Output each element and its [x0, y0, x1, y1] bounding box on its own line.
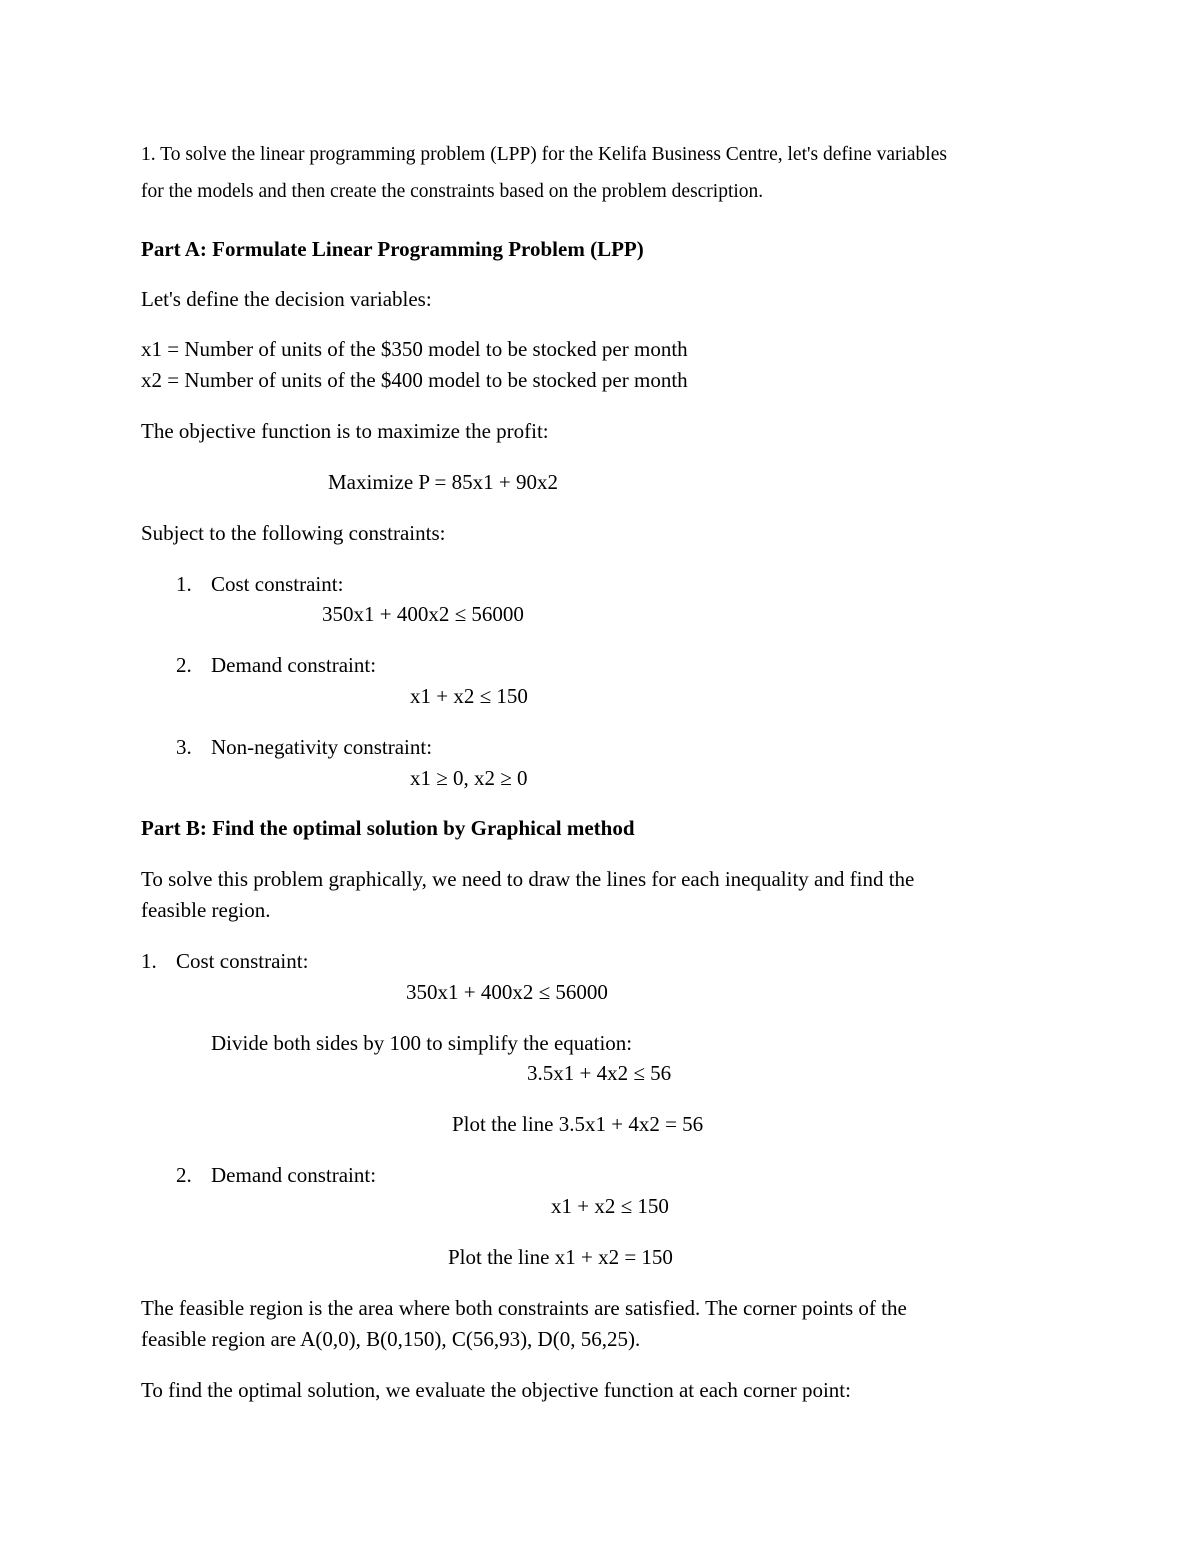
intro-line-1: 1. To solve the linear programming problem (LPP) for the Kelifa Business Centre, let's define variables [141, 144, 947, 165]
constraint-1-expression: 350x1 + 400x2 ≤ 56000 [322, 602, 524, 626]
step-2-number: 2. [176, 1163, 192, 1187]
intro-line-2: for the models and then create the constraints based on the problem description. [141, 181, 764, 202]
step-1-simplified: 3.5x1 + 4x2 ≤ 56 [527, 1061, 672, 1085]
part-b-paragraph-line-2: feasible region. [141, 898, 271, 922]
define-variables-text: Let's define the decision variables: [141, 287, 432, 311]
feasible-region-line-1: The feasible region is the area where both constraints are satisfied. The corner points of the [141, 1296, 907, 1320]
feasible-region-line-2: feasible region are A(0,0), B(0,150), C(56,93), D(0, 56,25). [141, 1327, 641, 1351]
objective-intro: The objective function is to maximize the profit: [141, 419, 549, 443]
x2-definition: x2 = Number of units of the $400 model to be stocked per month [141, 368, 688, 392]
step-1-divide-note: Divide both sides by 100 to simplify the equation: [211, 1031, 633, 1055]
step-1-expression: 350x1 + 400x2 ≤ 56000 [406, 980, 608, 1004]
constraint-1-label: Cost constraint: [211, 572, 344, 596]
part-a-heading: Part A: Formulate Linear Programming Problem (LPP) [141, 237, 644, 261]
subject-to-text: Subject to the following constraints: [141, 521, 446, 545]
part-b-paragraph-line-1: To solve this problem graphically, we need to draw the lines for each inequality and find the [141, 867, 915, 891]
step-1-label: Cost constraint: [176, 949, 309, 973]
constraint-3-number: 3. [176, 735, 192, 759]
x1-definition: x1 = Number of units of the $350 model to be stocked per month [141, 337, 688, 361]
step-1-plot: Plot the line 3.5x1 + 4x2 = 56 [452, 1112, 704, 1136]
step-2-expression: x1 + x2 ≤ 150 [551, 1194, 669, 1218]
step-2-plot: Plot the line x1 + x2 = 150 [448, 1245, 673, 1269]
evaluate-corner-points: To find the optimal solution, we evaluate the objective function at each corner point: [141, 1378, 851, 1402]
constraint-3-expression: x1 ≥ 0, x2 ≥ 0 [410, 766, 528, 790]
constraint-1-number: 1. [176, 572, 192, 596]
constraint-2-label: Demand constraint: [211, 653, 377, 677]
constraint-2-expression: x1 + x2 ≤ 150 [410, 684, 528, 708]
part-b-heading: Part B: Find the optimal solution by Graphical method [141, 816, 635, 840]
step-2-label: Demand constraint: [211, 1163, 377, 1187]
objective-function: Maximize P = 85x1 + 90x2 [328, 470, 558, 494]
step-1-number: 1. [141, 949, 157, 973]
constraint-3-label: Non-negativity constraint: [211, 735, 433, 759]
constraint-2-number: 2. [176, 653, 192, 677]
